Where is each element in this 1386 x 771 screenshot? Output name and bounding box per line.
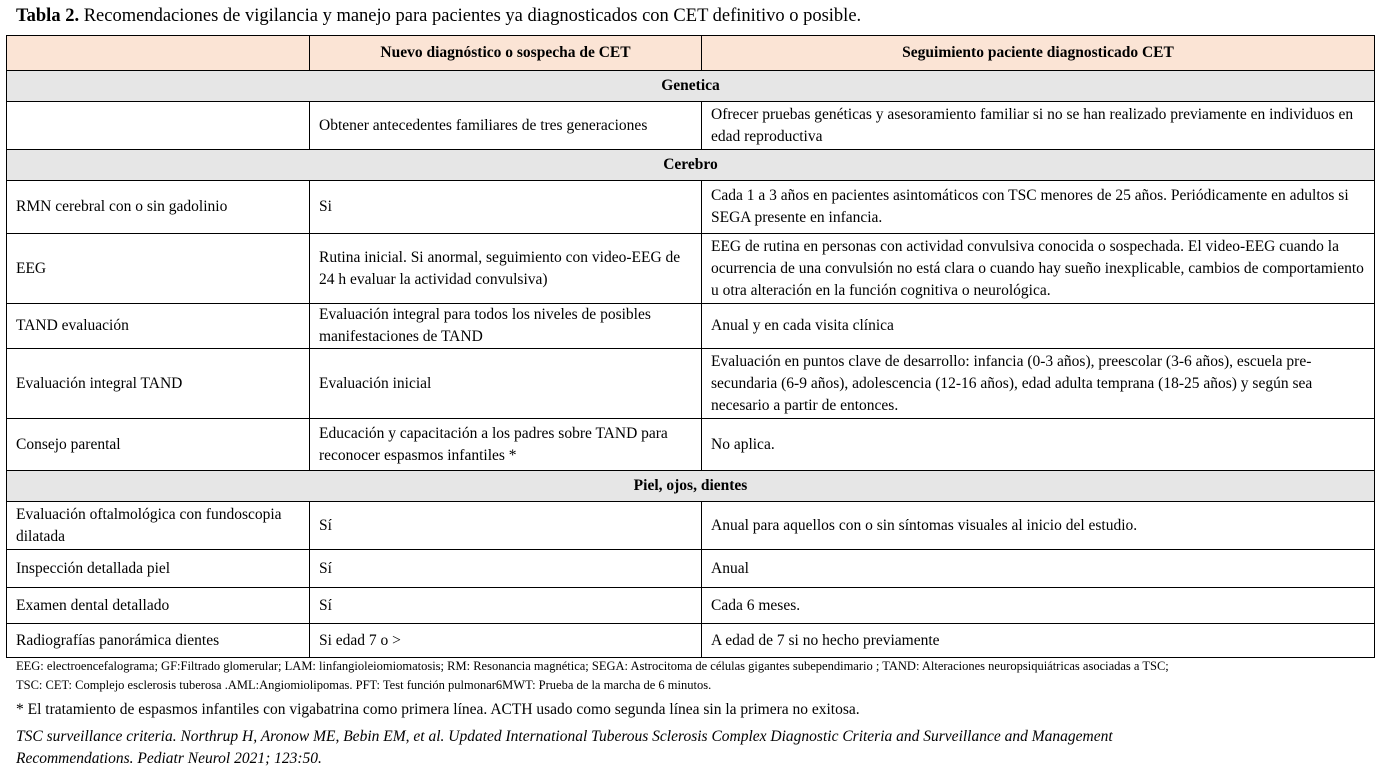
cell-nuevo: Rutina inicial. Si anormal, seguimiento con video-EEG de 24 h evaluar la actividad convulsiva) [310,234,702,304]
table-row [7,349,1375,419]
cell-item: Evaluación oftalmológica con fundoscopia dilatada [7,502,310,550]
cell-nuevo: Sí [310,588,702,624]
cell-item: EEG [7,234,310,304]
recommendations-table [6,35,1375,658]
section-row-piel-ojos-dientes [7,471,1375,502]
cell-nuevo: Si [310,181,702,234]
section-title: Cerebro [7,150,1375,181]
cell-seguimiento: No aplica. [702,419,1375,471]
table-row [7,102,1375,150]
cell-seguimiento: Cada 1 a 3 años en pacientes asintomáticos con TSC menores de 25 años. Periódicamente en adultos si SEGA presente en infancia. [702,181,1375,234]
cell-item: RMN cerebral con o sin gadolinio [7,181,310,234]
reference-line-2: Recommendations. Pediatr Neurol 2021; 123:50. [16,750,322,767]
cell-seguimiento: Anual [702,550,1375,588]
table-row [7,181,1375,234]
cell-seguimiento: Anual para aquellos con o sin síntomas visuales al inicio del estudio. [702,502,1375,550]
table-title [16,6,861,27]
header-blank [7,36,310,71]
table-header-row [7,36,1375,71]
reference [16,726,1113,770]
table-row [7,624,1375,658]
cell-nuevo: Sí [310,550,702,588]
cell-item: Consejo parental [7,419,310,471]
cell-seguimiento: Ofrecer pruebas genéticas y asesoramiento familiar si no se han realizado previamente en individuos en edad reproductiva [702,102,1375,150]
cell-nuevo: Evaluación inicial [310,349,702,419]
cell-item: TAND evaluación [7,304,310,349]
asterisk-note: * El tratamiento de espasmos infantiles con vigabatrina como primera línea. ACTH usado como segunda línea sin la primera no exitosa. [16,701,860,718]
cell-nuevo: Sí [310,502,702,550]
cell-seguimiento: Anual y en cada visita clínica [702,304,1375,349]
table-row [7,502,1375,550]
cell-seguimiento: A edad de 7 si no hecho previamente [702,624,1375,658]
table-row [7,588,1375,624]
cell-nuevo: Obtener antecedentes familiares de tres generaciones [310,102,702,150]
table-row [7,419,1375,471]
cell-item [7,102,310,150]
section-row-genetica [7,71,1375,102]
reference-line-1: TSC surveillance criteria. Northrup H, Aronow ME, Bebin EM, et al. Updated International Tuberous Sclerosis Complex Diagnostic Criteria and Surveillance and Management [16,728,1113,745]
cell-nuevo: Educación y capacitación a los padres sobre TAND para reconocer espasmos infantiles * [310,419,702,471]
abbreviations-line-1: EEG: electroencefalograma; GF:Filtrado glomerular; LAM: linfangioleiomiomatosis; RM: Resonancia magnética; SEGA: Astrocitoma de células gigantes subependimario ; TAND: Alteraciones neuropsiquiátricas asociadas a TSC; [16,659,1169,673]
cell-item: Radiografías panorámica dientes [7,624,310,658]
cell-nuevo: Evaluación integral para todos los niveles de posibles manifestaciones de TAND [310,304,702,349]
table-row [7,304,1375,349]
cell-seguimiento: Evaluación en puntos clave de desarrollo: infancia (0-3 años), preescolar (3-6 años), escuela pre-secundaria (6-9 años), adolescencia (12-16 años), edad adulta temprana (18-25 años) y según sea necesario a partir de entonces. [702,349,1375,419]
table-row [7,234,1375,304]
table-row [7,550,1375,588]
header-seguimiento: Seguimiento paciente diagnosticado CET [702,36,1375,71]
cell-item: Inspección detallada piel [7,550,310,588]
abbreviations-line-2: TSC: CET: Complejo esclerosis tuberosa .AML:Angiomiolipomas. PFT: Test función pulmonar6MWT: Prueba de la marcha de 6 minutos. [16,678,712,692]
section-row-cerebro [7,150,1375,181]
table-title-text: Recomendaciones de vigilancia y manejo para pacientes ya diagnosticados con CET definitivo o posible. [79,6,862,26]
section-title: Genetica [7,71,1375,102]
cell-seguimiento: Cada 6 meses. [702,588,1375,624]
header-nuevo-diagnostico: Nuevo diagnóstico o sospecha de CET [310,36,702,71]
table-title-label: Tabla 2. [16,6,80,26]
cell-nuevo: Si edad 7 o > [310,624,702,658]
cell-item: Evaluación integral TAND [7,349,310,419]
cell-seguimiento: EEG de rutina en personas con actividad convulsiva conocida o sospechada. El video-EEG cuando la ocurrencia de una convulsión no está clara o cuando hay sueño inexplicable, cambios de comportamiento u otra alteración en la función cognitiva o neurológica. [702,234,1375,304]
cell-item: Examen dental detallado [7,588,310,624]
section-title: Piel, ojos, dientes [7,471,1375,502]
